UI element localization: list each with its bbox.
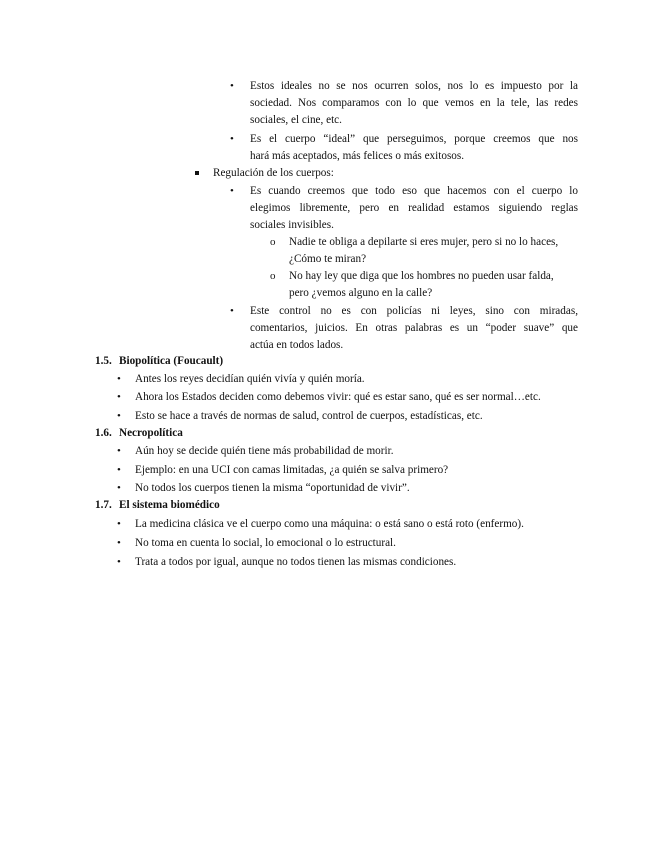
list-item: Esto se hace a través de normas de salud, control de cuerpos, estadísticas, etc. xyxy=(135,410,483,422)
paragraph-line: Es el cuerpo “ideal” que perseguimos, porque creemos que nos xyxy=(250,133,578,145)
paragraph-line: No hay ley que diga que los hombres no pueden usar falda, xyxy=(289,270,554,282)
list-item: Trata a todos por igual, aunque no todos tienen las mismas condiciones. xyxy=(135,556,457,568)
list-item: Ahora los Estados deciden como debemos vivir: qué es estar sano, qué es ser normal…etc. xyxy=(135,391,541,403)
list-item: Ejemplo: en una UCI con camas limitadas, ¿a quién se salva primero? xyxy=(135,464,449,476)
circle-bullet-marker: o xyxy=(270,236,276,248)
section-title: Necropolítica xyxy=(119,427,183,439)
paragraph-line: actúa en todos lados. xyxy=(250,339,344,351)
bullet-marker: • xyxy=(117,518,121,530)
bullet-marker: • xyxy=(117,556,121,568)
paragraph-line: Es cuando creemos que todo eso que hacemos con el cuerpo lo xyxy=(250,185,578,197)
section-heading-sistema-biomedico xyxy=(95,497,220,513)
section-heading-necropolitica xyxy=(95,425,183,441)
bullet-marker: • xyxy=(117,537,121,549)
paragraph-line: sociales invisibles. xyxy=(250,219,334,231)
bullet-marker: • xyxy=(117,373,121,385)
bullet-marker: • xyxy=(230,185,234,197)
paragraph-line: sociedad. Nos comparamos con lo que vemos en la tele, las redes xyxy=(250,97,578,109)
bullet-marker: • xyxy=(117,391,121,403)
section-heading-biopolitica xyxy=(95,353,223,369)
paragraph-line: sociales, el cine, etc. xyxy=(250,114,342,126)
list-item: No todos los cuerpos tienen la misma “oportunidad de vivir”. xyxy=(135,482,410,494)
paragraph-line: Estos ideales no se nos ocurren solos, nos lo es impuesto por la xyxy=(250,80,578,92)
list-item: Aún hoy se decide quién tiene más probabilidad de morir. xyxy=(135,445,394,457)
subsection-label: Regulación de los cuerpos: xyxy=(213,167,334,179)
paragraph-line: ¿Cómo te miran? xyxy=(289,253,367,265)
paragraph-line: Este control no es con policías ni leyes, sino con miradas, xyxy=(250,305,578,317)
bullet-marker: • xyxy=(117,482,121,494)
paragraph-line: comentarios, juicios. En otras palabras es un “poder suave” que xyxy=(250,322,578,334)
section-title: Biopolítica (Foucault) xyxy=(119,355,224,367)
paragraph-line: hará más aceptados, más felices o más exitosos. xyxy=(250,150,465,162)
bullet-marker: • xyxy=(117,410,121,422)
paragraph-line: elegimos libremente, pero en realidad estamos siguiendo reglas xyxy=(250,202,578,214)
bullet-marker: • xyxy=(230,133,234,145)
bullet-marker: • xyxy=(117,445,121,457)
circle-bullet-marker: o xyxy=(270,270,276,282)
list-item: No toma en cuenta lo social, lo emocional o lo estructural. xyxy=(135,537,396,549)
bullet-marker: • xyxy=(117,464,121,476)
bullet-marker: • xyxy=(230,305,234,317)
section-number: 1.6. xyxy=(95,427,112,439)
section-number: 1.5. xyxy=(95,355,112,367)
bullet-marker: • xyxy=(230,80,234,92)
section-title: El sistema biomédico xyxy=(119,499,220,511)
section-number: 1.7. xyxy=(95,499,112,511)
paragraph-line: Nadie te obliga a depilarte si eres mujer, pero si no lo haces, xyxy=(289,236,559,248)
list-item: La medicina clásica ve el cuerpo como una máquina: o está sano o está roto (enfermo). xyxy=(135,518,524,530)
list-item: Antes los reyes decidían quién vivía y quién moría. xyxy=(135,373,365,385)
square-bullet-marker xyxy=(195,171,199,175)
paragraph-line: pero ¿vemos alguno en la calle? xyxy=(289,287,433,299)
